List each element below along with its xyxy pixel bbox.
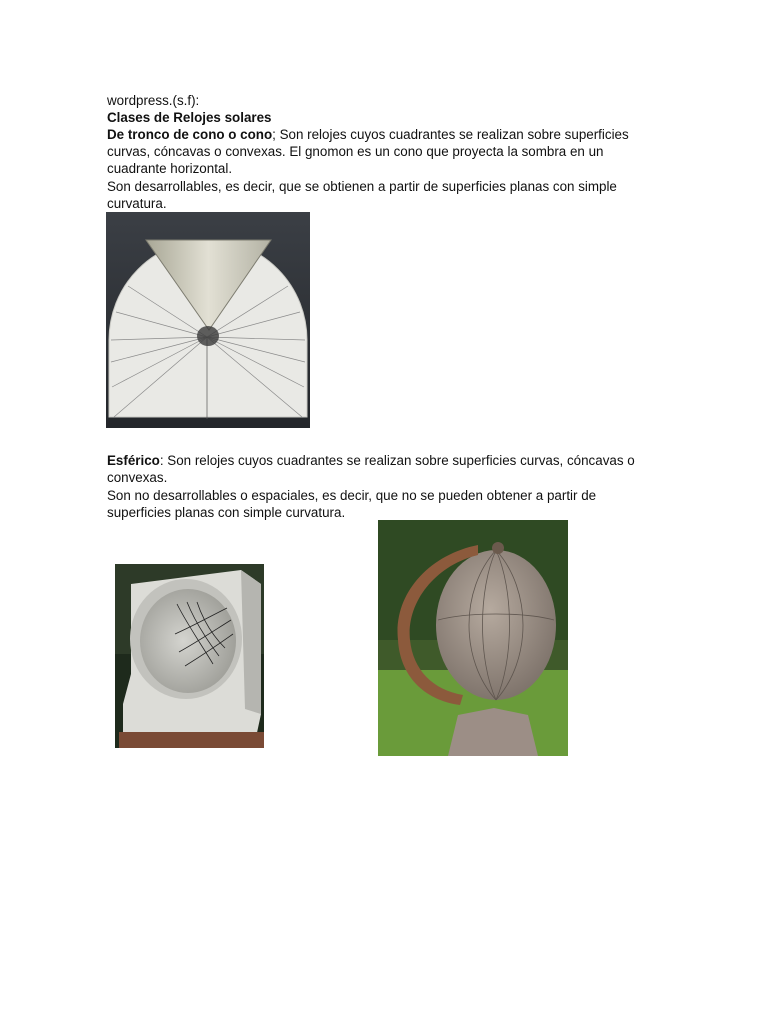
citation: wordpress.(s.f): [107, 93, 200, 108]
section1-line5: curvatura. [107, 196, 167, 211]
section1-line4: Son desarrollables, es decir, que se obtienen a partir de superficies planas con simple [107, 179, 617, 194]
conical-sundial-photo [106, 212, 310, 428]
section1-line1-rest: ; Son relojes cuyos cuadrantes se realizan sobre superficies [272, 127, 629, 142]
section2-line2: convexas. [107, 470, 168, 485]
concave-sundial-photo [115, 564, 264, 748]
section1-line1 [107, 126, 667, 143]
section2-term: Esférico [107, 453, 160, 468]
section2-line4: superficies planas con simple curvatura. [107, 505, 346, 520]
section2-line1 [107, 452, 667, 469]
section1-term: De tronco de cono o cono [107, 127, 273, 142]
section1-line2: curvas, cóncavas o convexas. El gnomon es un cono que proyecta la sombra en un [107, 144, 604, 159]
section2-line1-rest: : Son relojes cuyos cuadrantes se realizan sobre superficies curvas, cóncavas o [159, 453, 635, 468]
section1-line3: cuadrante horizontal. [107, 161, 233, 176]
heading: Clases de Relojes solares [107, 110, 272, 125]
sphere-sundial-photo [378, 520, 568, 756]
section2-line3: Son no desarrollables o espaciales, es decir, que no se pueden obtener a partir de [107, 488, 597, 503]
